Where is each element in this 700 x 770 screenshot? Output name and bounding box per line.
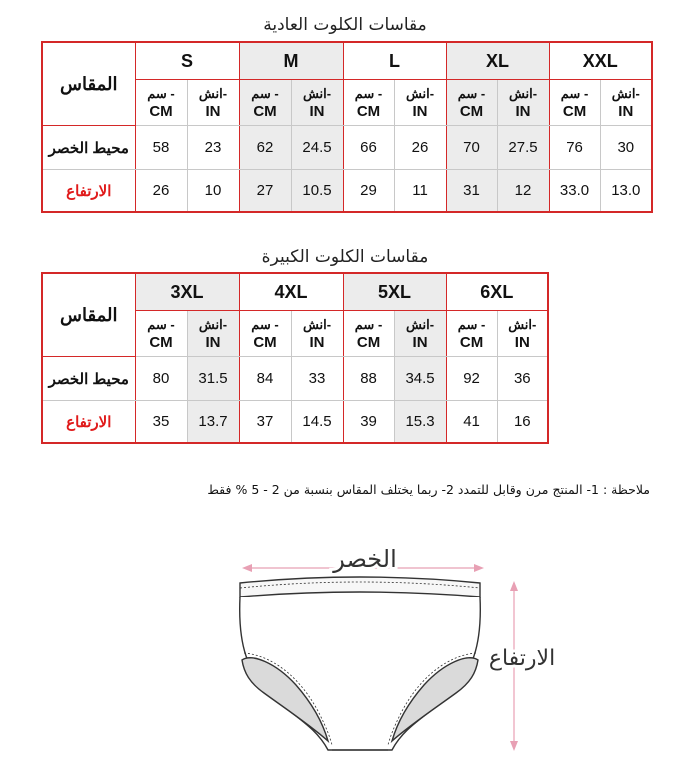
unit-cm: سم - CM xyxy=(343,311,394,357)
unit-in: انش- IN xyxy=(394,311,446,357)
unit-in: انش- IN xyxy=(394,80,446,126)
unit-in: انش- IN xyxy=(187,311,239,357)
cell-value: 35 xyxy=(135,401,187,444)
unit-cm: سم - CM xyxy=(446,311,497,357)
unit-cm: سم - CM xyxy=(135,311,187,357)
unit-in: انش- IN xyxy=(187,80,239,126)
underwear-diagram xyxy=(230,545,560,760)
regular-size-table xyxy=(41,41,653,213)
underwear-icon xyxy=(240,577,481,750)
size-header: S xyxy=(135,42,239,80)
cell-value: 12 xyxy=(497,170,549,213)
unit-cm: سم - CM xyxy=(239,80,291,126)
waist-row xyxy=(42,126,652,170)
cell-value: 70 xyxy=(446,126,497,170)
size-note: ملاحظة : 1- المنتج مرن وقابل للتمدد 2- ربما يختلف المقاس بنسبة من 2 - 5 % فقط xyxy=(207,482,650,497)
cell-value: 26 xyxy=(135,170,187,213)
cell-value: 80 xyxy=(135,357,187,401)
size-header: M xyxy=(239,42,343,80)
large-size-table xyxy=(41,272,549,444)
size-header: 5XL xyxy=(343,273,446,311)
cell-value: 84 xyxy=(239,357,291,401)
cell-value: 34.5 xyxy=(394,357,446,401)
table1-title: مقاسات الكلوت العادية xyxy=(263,15,427,35)
waist-row xyxy=(42,357,548,401)
cell-value: 16 xyxy=(497,401,548,444)
cell-value: 10 xyxy=(187,170,239,213)
cell-value: 37 xyxy=(239,401,291,444)
size-header: 6XL xyxy=(446,273,548,311)
measure-label: المقاس xyxy=(42,42,135,126)
waist-label: محيط الخصر xyxy=(42,357,135,401)
size-header: L xyxy=(343,42,446,80)
cell-value: 92 xyxy=(446,357,497,401)
size-header: XXL xyxy=(549,42,652,80)
cell-value: 33.0 xyxy=(549,170,600,213)
unit-in: انش- IN xyxy=(291,311,343,357)
cell-value: 31 xyxy=(446,170,497,213)
cell-value: 31.5 xyxy=(187,357,239,401)
size-header: XL xyxy=(446,42,549,80)
unit-in: انش- IN xyxy=(291,80,343,126)
cell-value: 66 xyxy=(343,126,394,170)
cell-value: 14.5 xyxy=(291,401,343,444)
size-header-row xyxy=(42,42,652,80)
size-header: 4XL xyxy=(239,273,343,311)
waist-label: محيط الخصر xyxy=(42,126,135,170)
cell-value: 29 xyxy=(343,170,394,213)
unit-cm: سم - CM xyxy=(446,80,497,126)
cell-value: 15.3 xyxy=(394,401,446,444)
cell-value: 26 xyxy=(394,126,446,170)
cell-value: 76 xyxy=(549,126,600,170)
cell-value: 11 xyxy=(394,170,446,213)
cell-value: 30 xyxy=(600,126,652,170)
cell-value: 24.5 xyxy=(291,126,343,170)
table2-title: مقاسات الكلوت الكبيرة xyxy=(261,247,429,267)
unit-in: انش- IN xyxy=(600,80,652,126)
cell-value: 13.0 xyxy=(600,170,652,213)
unit-cm: سم - CM xyxy=(549,80,600,126)
height-row xyxy=(42,170,652,213)
height-row xyxy=(42,401,548,444)
cell-value: 41 xyxy=(446,401,497,444)
cell-value: 62 xyxy=(239,126,291,170)
unit-cm: سم - CM xyxy=(135,80,187,126)
cell-value: 13.7 xyxy=(187,401,239,444)
cell-value: 27 xyxy=(239,170,291,213)
unit-in: انش- IN xyxy=(497,80,549,126)
size-header: 3XL xyxy=(135,273,239,311)
height-label: الارتفاع xyxy=(42,170,135,213)
measure-label: المقاس xyxy=(42,273,135,357)
cell-value: 27.5 xyxy=(497,126,549,170)
cell-value: 39 xyxy=(343,401,394,444)
cell-value: 36 xyxy=(497,357,548,401)
height-label: الارتفاع xyxy=(42,401,135,444)
unit-cm: سم - CM xyxy=(343,80,394,126)
unit-in: انش- IN xyxy=(497,311,548,357)
cell-value: 88 xyxy=(343,357,394,401)
size-header-row xyxy=(42,273,548,311)
unit-cm: سم - CM xyxy=(239,311,291,357)
diagram-height-label: الارتفاع xyxy=(488,646,556,671)
cell-value: 58 xyxy=(135,126,187,170)
cell-value: 23 xyxy=(187,126,239,170)
diagram-waist-label: الخصر xyxy=(333,545,397,573)
cell-value: 10.5 xyxy=(291,170,343,213)
cell-value: 33 xyxy=(291,357,343,401)
